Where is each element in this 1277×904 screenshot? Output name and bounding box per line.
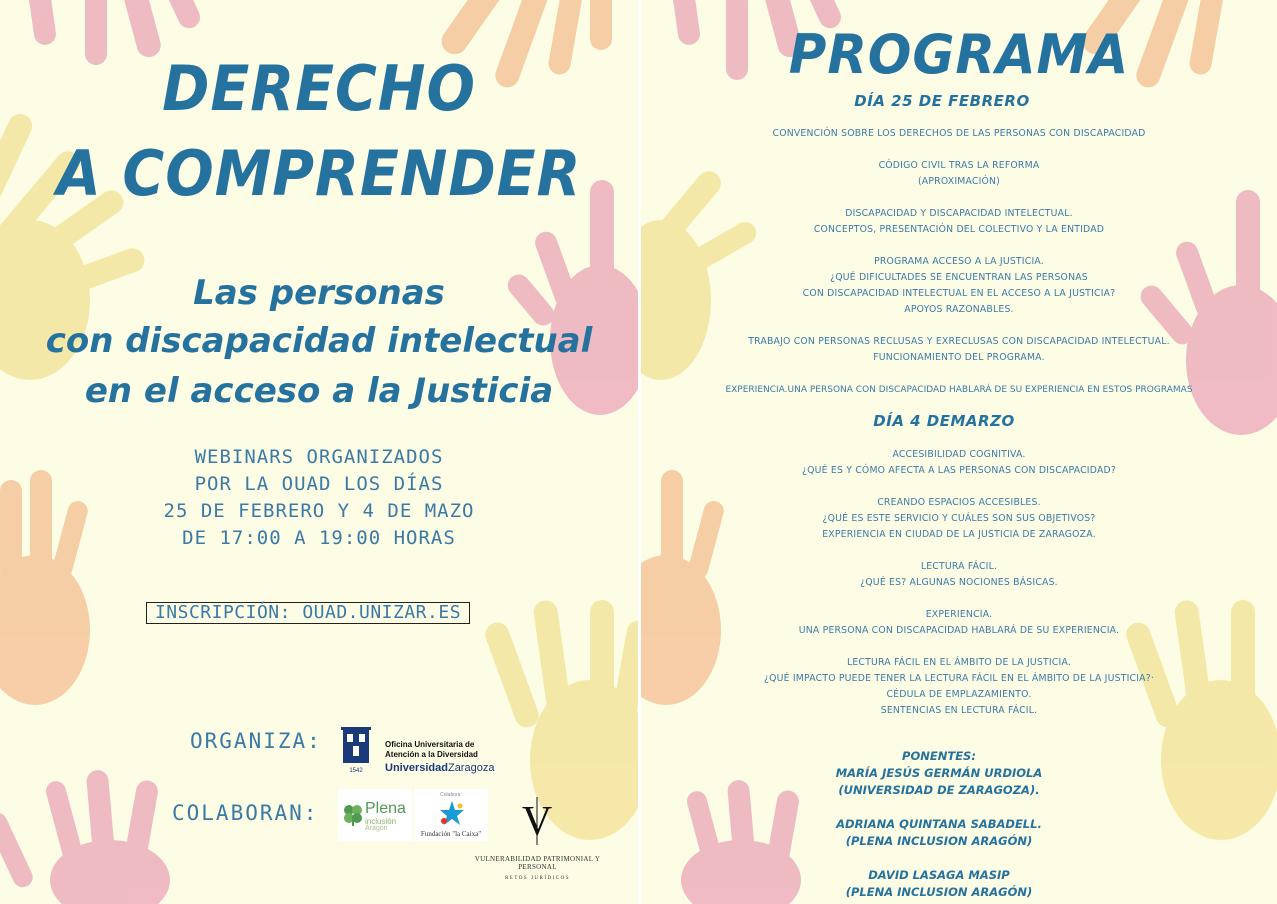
program-line: CREANDO ESPACIOS ACCESIBLES.: [877, 497, 1041, 508]
unizar-crest-icon: [338, 726, 374, 774]
program-line: DISCAPACIDAD Y DISCAPACIDAD INTELECTUAL.: [845, 208, 1073, 219]
speaker-line: (PLENA INCLUSION ARAGÓN): [845, 885, 1033, 899]
speaker-line: (PLENA INCLUSION ARAGÓN): [845, 834, 1033, 848]
plena-sub: inclusión: [365, 817, 397, 826]
ouad-name: [385, 740, 478, 760]
program-line: [641, 591, 1277, 607]
program-line: CÓDIGO CIVIL TRAS LA REFORMA: [878, 160, 1040, 171]
plena-inclusion-logo: [338, 789, 412, 841]
program-line: FUNCIONAMIENTO DEL PROGRAMA.: [873, 352, 1045, 363]
program-line: (APROXIMACIÓN): [917, 176, 1001, 187]
plena-title: Plena: [365, 800, 406, 817]
program-line: ¿QUÉ DIFICULTADES SE ENCUENTRAN LAS PERSONAS: [830, 272, 1088, 283]
flyer-right-page: [641, 0, 1277, 904]
unizar-year: 1542: [349, 768, 363, 774]
main-title-line2: A COMPRENDER: [56, 137, 582, 210]
day1-title: DÍA 25 DE FEBRERO: [854, 92, 1030, 110]
webinar-line: POR LA OUAD LOS DÍAS: [194, 473, 444, 495]
plena-region: Aragón: [365, 825, 388, 832]
program-line: UNA PERSONA CON DISCAPACIDAD HABLARÁ DE SU EXPERIENCIA.: [798, 625, 1120, 636]
flyer-left-page: [0, 0, 638, 904]
program-line: ¿QUÉ ES? ALGUNAS NOCIONES BÁSICAS.: [860, 577, 1058, 588]
program-line: [641, 366, 1277, 382]
speaker-line: (UNIVERSIDAD DE ZARAGOZA).: [838, 783, 1040, 797]
ouad-line1: Oficina Universitaria de: [385, 740, 475, 749]
star-icon: [438, 799, 466, 827]
main-title-line1: DERECHO: [162, 52, 476, 125]
subtitle-line3: en el acceso a la Justicia: [84, 371, 554, 411]
caixa-name: Fundación "la Caixa": [420, 830, 482, 838]
unizar-name: [385, 762, 494, 774]
ouad-line2: Atención a la Diversidad: [385, 750, 478, 759]
unizar-rest: Zaragoza: [447, 762, 495, 774]
program-line: [641, 639, 1277, 655]
retos-text: RETOS JURÍDICOS: [504, 876, 571, 881]
program-line: [641, 190, 1277, 206]
program-line: ¿QUÉ ES ESTE SERVICIO Y CUÁLES SON SUS OBJETIVOS?: [822, 513, 1096, 524]
speakers-list: [641, 748, 1277, 901]
webinar-info: [0, 444, 638, 552]
day2-title: DÍA 4 DEMARZO: [873, 412, 1015, 430]
organiza-label: ORGANIZA:: [190, 729, 322, 753]
vulnerabilidad-text: VULNERABILIDAD PATRIMONIAL Y PERSONAL: [474, 855, 601, 871]
program-line: CON DISCAPACIDAD INTELECTUAL EN EL ACCESO A LA JUSTICIA?: [802, 288, 1116, 299]
speaker-line: DAVID LASAGA MASIP: [868, 868, 1010, 882]
program-line: CONVENCIÓN SOBRE LOS DERECHOS DE LAS PERSONAS CON DISCAPACIDAD: [772, 128, 1146, 139]
speaker-line: ADRIANA QUINTANA SABADELL.: [836, 817, 1042, 831]
subtitle-line2: con discapacidad intelectual: [45, 321, 593, 361]
v-letter: V: [522, 799, 552, 845]
speaker-line: MARÍA JESÚS GERMÁN URDIOLA: [835, 766, 1043, 780]
program-line: [641, 238, 1277, 254]
webinar-line: WEBINARS ORGANIZADOS: [194, 446, 444, 468]
program-line: [641, 543, 1277, 559]
program-line: LECTURA FÁCIL.: [920, 561, 998, 572]
program-line: [641, 479, 1277, 495]
program-line: CÉDULA DE EMPLAZAMIENTO.: [886, 689, 1032, 700]
program-line: EXPERIENCIA.UNA PERSONA CON DISCAPACIDAD HABLARÁ DE SU EXPERIENCIA EN ESTOS PROGRAMAS: [725, 385, 1193, 395]
speakers-heading: PONENTES:: [902, 749, 976, 763]
colaboran-label: COLABORAN:: [172, 801, 319, 825]
v-emblem-icon: [522, 795, 552, 847]
program-line: EXPERIENCIA EN CIUDAD DE LA JUSTICIA DE ZARAGOZA.: [822, 529, 1096, 540]
programa-title: PROGRAMA: [788, 23, 1130, 86]
speaker-line: [641, 799, 1277, 816]
inscription-link[interactable]: INSCRIPCIÓN: OUAD.UNIZAR.ES: [146, 602, 470, 624]
la-caixa-logo: [414, 789, 488, 841]
clover-icon: [343, 804, 363, 826]
program-line: ¿QUÉ IMPACTO PUEDE TENER LA LECTURA FÁCIL EN EL ÁMBITO DE LA JUSTICIA?·: [763, 673, 1155, 684]
program-line: EXPERIENCIA.: [925, 609, 993, 620]
program-line: APOYOS RAZONABLES.: [904, 304, 1014, 315]
program-line: SENTENCIAS EN LECTURA FÁCIL.: [880, 705, 1038, 716]
unizar-bold: Universidad: [385, 762, 448, 774]
speaker-line: [641, 850, 1277, 867]
program-line: ¿QUÉ ES Y CÓMO AFECTA A LAS PERSONAS CON DISCAPACIDAD?: [801, 465, 1116, 476]
program-line: [641, 142, 1277, 158]
program-line: CONCEPTOS, PRESENTACIÓN DEL COLECTIVO Y LA ENTIDAD: [813, 224, 1105, 235]
webinar-line: 25 DE FEBRERO Y 4 DE MAZO: [163, 500, 475, 522]
program-line: PROGRAMA ACCESO A LA JUSTICIA.: [874, 256, 1044, 267]
program-line: TRABAJO CON PERSONAS RECLUSAS Y EXRECLUSAS CON DISCAPACIDAD INTELECTUAL.: [748, 336, 1170, 347]
webinar-line: DE 17:00 A 19:00 HORAS: [182, 527, 456, 549]
caixa-colabora: Colabora:: [440, 792, 462, 798]
subtitle-line1: Las personas: [193, 273, 445, 313]
program-line: LECTURA FÁCIL EN EL ÁMBITO DE LA JUSTICIA.: [846, 657, 1072, 668]
day2-program: [641, 447, 1277, 719]
program-line: ACCESIBILIDAD COGNITIVA.: [892, 449, 1026, 460]
program-line: [641, 318, 1277, 334]
day1-program: [641, 126, 1277, 398]
